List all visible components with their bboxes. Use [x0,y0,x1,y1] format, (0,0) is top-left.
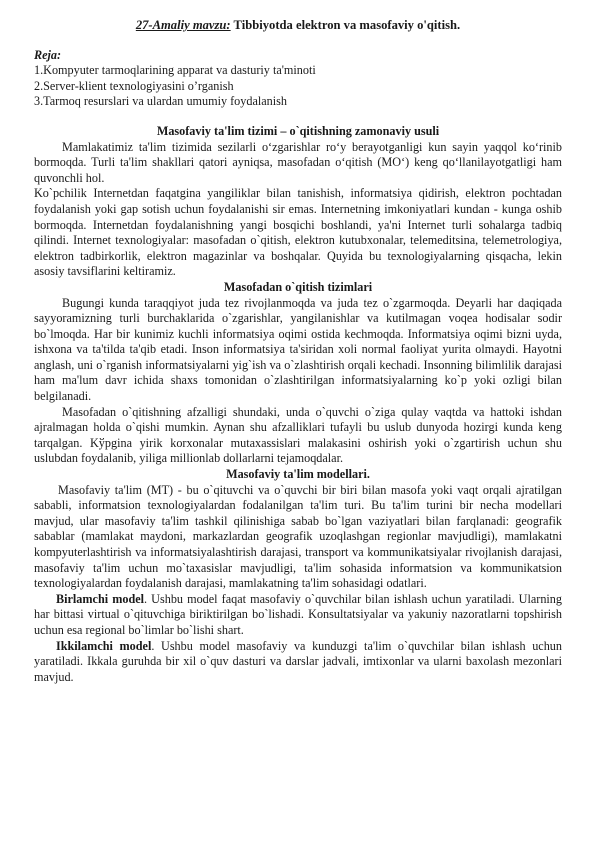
plan-list [34,63,562,110]
plan-item: 3.Tarmoq resurslari va ulardan umumiy foydalanish [34,94,287,109]
paragraph-secondary-model [34,639,562,686]
paragraph: Bugungi kunda taraqqiyot juda tez rivojlanmoqda va juda tez o`zgarmoqda. Deyarli har daqiqada sayyoramizning turli burchaklarida o`zgarishlar, yangilanishlar va kutilmagan voqea hodisalar sodir bo`lmoqda. Har bir kunimiz kuchli informatsiya oqimi ostida kechmoqda. Informatsiya oqimi bizni uyda, ishxona va ta'tilda ta'qib etadi. Inson informatsiya ta'siridan xoli normal faoliyat yurita olmaydi. Hayotni anglash, uni o`rganish informatsiyalarni yig`ish va o`zlashtirish orqali kechadi. Insonning bilimlilik darajasi ham ma'lum davr ichida shaxs tomonidan o`zlashtirilgan informatsiyalarning ko`p yoki ozligi bilan belgilanadi. [34,295,562,404]
plan-item: 2.Server-klient texnologiyasini o’rganish [34,78,234,93]
paragraph: Ko`pchilik Internetdan faqatgina yangiliklar bilan tanishish, informatsiya qidirish, elektron pochtadan foydalanish yoki gap sotish uchun foydalanishi sir emas. Internetning imkoniyatlari kundan - kunga oshib bormoqda. Internetdan foydalanishning yangi bosqichi boshlandi, ya'ni Internet turli sohalarga tadbiq qilindi. Internet texnologiyalar: masofadan o`qitish, elektron kutubxonalar, telemeditsina, telemetrologiya, elektron tadbirkorlik, elektron magazinlar va boshqalar. Quyida bu texnologiyalarning qisqacha, lekin asosiy tavsiflarini keltiramiz. [34,186,562,279]
paragraph-primary-model [34,592,562,639]
paragraph-text: . Ushbu model faqat masofaviy o`quvchilar bilan ishlash uchun yaratiladi. Ularning har bittasi virtual o`qituvchiga biriktirilgan bo`lishadi. Konsultatsiyalar va yakuniy nazoratlarni topshirish uchun esa regional bo`limlar bo`lishi shart. [34,591,562,637]
paragraph: Masofaviy ta'lim (MT) - bu o`qituvchi va o`quvchi bir biri bilan masofa yoki vaqt orqali ajratilgan sababli, informatsion texnologiyalardan fodalanilgan ta'lim turi. Bu ta'lim turini bir necha modellari mavjud, ular masofaviy ta'lim tashkil qilinishiga sabab bo`lgan vaziyatlari bilan farqlanadi: geografik sabablar (mamlakat maydoni, markazlardan geografik uzoqlashgan regionlar mavjudligi), mamlakatni kompyuterlashtirish va informatsiyalashtirish darajasi, transport va kommunikatsiyalar rivojlanish darajasi, masofaviy ta'lim uchun mo`taxasislar mavjudligi, ta'lim sohasida informatsion va kommunikatsion texnologiyalardan foydalanish darajasi, mamlakatning ta'lim sohasidagi odatlari. [34,482,562,591]
paragraph: Masofadan o`qitishning afzalligi shundaki, unda o`quvchi o`ziga qulay vaqtda va hattoki ishdan ajralmagan holda o`qishi mumkin. Aynan shu afzalliklari tufayli bu uslub dunyoda hozirgi kunda keng tarqalgan. Kўpgina yirik korxonalar mutaxassislari malakasini oshirish yoki o`zgartirish uchun shu uslubdan foydalanib, yiliga millionlab dollarlarni tejamoqdalar. [34,404,562,466]
section-heading-models: Masofaviy ta'lim modellari. [226,467,370,482]
plan-heading: Reja: [34,47,62,62]
section-heading-distance-systems: Masofadan o`qitish tizimlari [223,279,373,294]
topic-label: 27-Amaliy mavzu: [135,18,231,32]
section-heading-distance-education: Masofaviy ta'lim tizimi – o`qitishning zamonaviy usuli [156,123,440,138]
page-title [34,18,562,34]
paragraph: Mamlakatimiz ta'lim tizimida sezilarli o‘zgarishlar ro‘y berayotganligi kun sayin yaqqol ko‘rinib bormoqda. Turli ta'lim shakllari qatori ayniqsa, masofadan o‘qitish (MO‘) keng qo‘llanilayotgatligi ham quvonchli hol. [34,139,562,185]
term-secondary-model: Ikkilamchi model [56,638,152,653]
term-primary-model: Birlamchi model [56,591,145,606]
title-text: Tibbiyotda elektron va masofaviy o'qitish. [230,18,461,32]
plan-item: 1.Kompyuter tarmoqlarining apparat va dasturiy ta'minoti [34,63,316,78]
paragraph-text: . Ushbu model masofaviy va kunduzgi ta'lim o`quvchilar bilan ishlash uchun yaratiladi. Ikkala guruhda bir xil o`quv dasturi va darslar jadvali, imtixonlar va ularni baxolash mezonlari mavjud. [34,638,562,684]
